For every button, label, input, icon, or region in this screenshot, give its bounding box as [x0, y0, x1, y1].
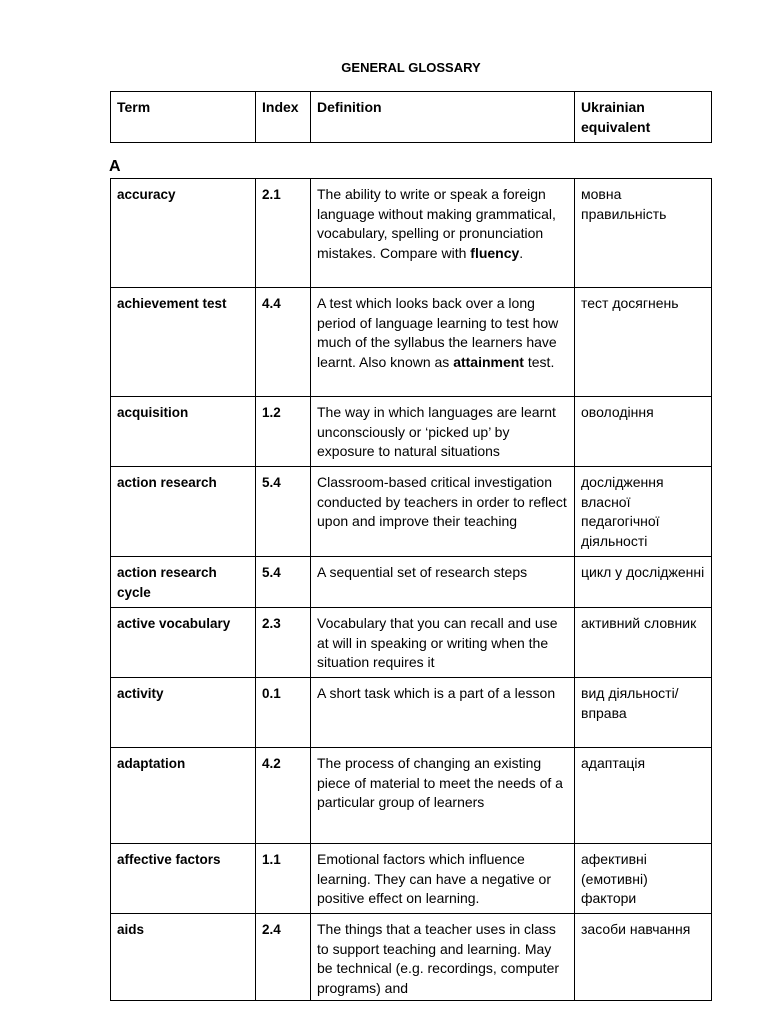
glossary-header-table [110, 91, 712, 143]
term-cell: action research cycle [111, 557, 256, 608]
definition-text: The process of changing an existing piece of material to meet the needs of a particular group of learners [317, 755, 563, 810]
header-index: Index [256, 92, 311, 143]
term-cell: aids [111, 914, 256, 1001]
definition-cell [311, 288, 575, 397]
definition-cell [311, 608, 575, 678]
index-cell: 5.4 [256, 467, 311, 557]
ukrainian-cell: активний словник [575, 608, 712, 678]
definition-bold-term: attainment [453, 353, 524, 370]
term-cell: affective factors [111, 844, 256, 914]
definition-text: Vocabulary that you can recall and use at will in speaking or writing when the situation requires it [317, 615, 558, 670]
definition-text-end: test. [523, 353, 555, 370]
term-cell: action research [111, 467, 256, 557]
term-cell: adaptation [111, 748, 256, 844]
table-row [111, 467, 712, 557]
table-row [111, 608, 712, 678]
definition-bold-term: fluency [470, 244, 520, 261]
definition-cell [311, 467, 575, 557]
ukrainian-cell: дослідження власної педагогічної діяльності [575, 467, 712, 557]
header-ukrainian: Ukrainian equivalent [575, 92, 712, 143]
header-row [111, 92, 712, 143]
ukrainian-cell: адаптація [575, 748, 712, 844]
table-row [111, 179, 712, 288]
definition-text-end: . [519, 244, 524, 261]
table-row [111, 397, 712, 467]
index-cell: 5.4 [256, 557, 311, 608]
definition-cell [311, 557, 575, 608]
table-row [111, 914, 712, 1001]
index-cell: 4.4 [256, 288, 311, 397]
index-cell: 2.3 [256, 608, 311, 678]
definition-cell [311, 914, 575, 1001]
table-row [111, 557, 712, 608]
term-cell: achievement test [111, 288, 256, 397]
ukrainian-cell: оволодіння [575, 397, 712, 467]
index-cell: 2.4 [256, 914, 311, 1001]
definition-text: A sequential set of research steps [317, 564, 528, 580]
header-definition: Definition [311, 92, 575, 143]
definition-text: The things that a teacher uses in class to support teaching and learning. May be technical (e.g. recordings, computer programs) and [317, 921, 560, 996]
ukrainian-cell: цикл у дослідженні [575, 557, 712, 608]
definition-cell [311, 179, 575, 288]
term-cell: activity [111, 678, 256, 748]
glossary-table [110, 178, 712, 1001]
table-row [111, 844, 712, 914]
ukrainian-cell: засоби навчання [575, 914, 712, 1001]
term-cell: accuracy [111, 179, 256, 288]
definition-cell [311, 678, 575, 748]
term-cell: acquisition [111, 397, 256, 467]
index-cell: 0.1 [256, 678, 311, 748]
ukrainian-cell: тест досягнень [575, 288, 712, 397]
table-row [111, 748, 712, 844]
index-cell: 2.1 [256, 179, 311, 288]
definition-text: A short task which is a part of a lesson [317, 685, 556, 701]
definition-text: Classroom-based critical investigation conducted by teachers in order to reflect upon and improve their teaching [317, 474, 567, 529]
table-row [111, 678, 712, 748]
definition-cell [311, 397, 575, 467]
ukrainian-cell: вид діяльності/вправа [575, 678, 712, 748]
definition-text: The way in which languages are learnt unconsciously or ‘picked up’ by exposure to natural situations [317, 404, 556, 459]
term-cell: active vocabulary [111, 608, 256, 678]
definition-cell [311, 844, 575, 914]
index-cell: 1.1 [256, 844, 311, 914]
index-cell: 4.2 [256, 748, 311, 844]
table-row [111, 288, 712, 397]
definition-cell [311, 748, 575, 844]
ukrainian-cell: афективні (емотивні) фактори [575, 844, 712, 914]
definition-text: Emotional factors which influence learning. They can have a negative or positive effect on learning. [317, 851, 552, 906]
definition-text: A test which looks back over a long period of language learning to test how much of the syllabus the learners have learnt. Also known as [317, 295, 559, 370]
index-cell: 1.2 [256, 397, 311, 467]
section-letter: A [109, 158, 121, 175]
document-title: GENERAL GLOSSARY [341, 60, 481, 75]
definition-text: The ability to write or speak a foreign language without making grammatical, vocabulary, spelling or pronunciation mistakes. Compare with [317, 186, 556, 261]
header-term: Term [111, 92, 256, 143]
ukrainian-cell: мовна правильність [575, 179, 712, 288]
